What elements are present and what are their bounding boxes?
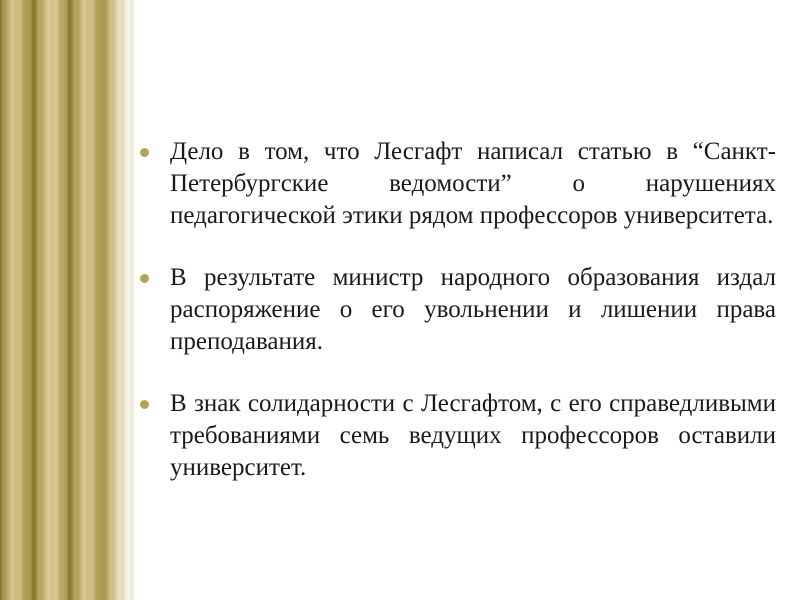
bullet-dot-icon	[140, 274, 149, 283]
bullet-item-3	[140, 388, 776, 484]
bullet-dot-icon	[140, 148, 149, 157]
decorative-gold-stripes	[0, 0, 138, 600]
bullet-text: В знак солидарности с Лесгафтом, с его справедливыми требованиями семь ведущих профессоров оставили университет.	[170, 390, 776, 481]
bullet-dot-icon	[140, 400, 149, 409]
bullet-text: В результате министр народного образования издал распоряжение о его увольнении и лишении права преподавания.	[170, 264, 776, 355]
bullet-text: Дело в том, что Лесгафт написал статью в “Санкт-Петербургские ведомости” о нарушениях педагогической этики рядом профессоров университета.	[170, 138, 776, 229]
bullet-item-2	[140, 262, 776, 358]
bullet-list	[140, 136, 776, 514]
bullet-item-1	[140, 136, 776, 232]
